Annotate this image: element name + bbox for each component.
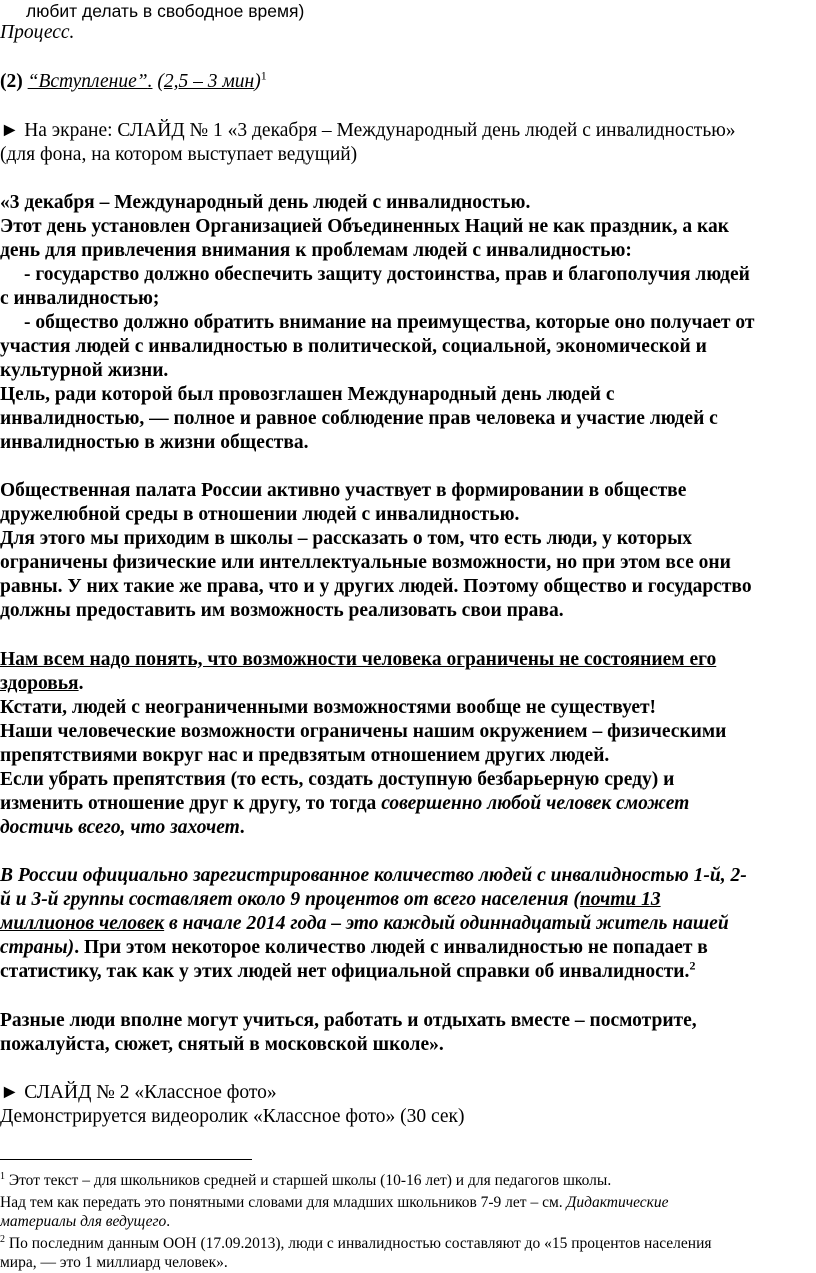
speech4-line3 [0, 913, 816, 935]
footnote-ref-2: 2 [689, 958, 696, 973]
speech3-final-line: достичь всего, что захочет. [0, 817, 245, 838]
speech3-plain-text: изменить отношение друг к другу, то тогда [0, 793, 382, 814]
speech5-line: Разные люди вполне могут учиться, работать и отдыхать вместе – посмотрите, [0, 1010, 697, 1031]
footnote-1-text: Этот текст – для школьников средней и старшей школы (10-16 лет) и для педагогов школы. [8, 1172, 612, 1189]
speech4-text-c: . При этом некоторое количество людей с инвалидностью не попадает в [74, 937, 708, 958]
speech3-line: Кстати, людей с неограниченными возможностями вообще не существует! [0, 697, 657, 718]
footnote-2-line1 [0, 1234, 816, 1253]
footnote-1-number: 1 [0, 1170, 5, 1182]
slide1-text-2: (для фона, на котором выступает ведущий) [0, 144, 358, 165]
speech1-line: - государство должно обеспечить защиту достоинства, прав и благополучия людей [24, 264, 750, 285]
footnote-2-text: По последним данным ООН (17.09.2013), люди с инвалидностью составляют до «15 процентов населения [8, 1235, 712, 1252]
speech1-line: Этот день установлен Организацией Объединенных Наций не как праздник, а как [0, 216, 729, 237]
footnote-separator [0, 1159, 252, 1160]
speech3-last-line [0, 793, 816, 815]
arrow-icon: ► [0, 1082, 20, 1103]
footnote-1-italic-2: материалы для ведущего [0, 1213, 167, 1230]
section-heading: (2) “Вступление”. (2,5 – 3 мин)$^1$ [0, 68, 267, 92]
speech1-line: Цель, ради которой был провозглашен Международный день людей с [0, 384, 615, 405]
speech3-underlined-line-2: здоровья. [0, 673, 84, 694]
slide1-text-1: На экране: СЛАЙД № 1 «3 декабря – Международный день людей с инвалидностью» [24, 120, 736, 141]
speech2-line: дружелюбной среды в отношении людей с инвалидностью. [0, 504, 520, 525]
speech1-line: «3 декабря – Международный день людей с инвалидностью. [0, 192, 531, 213]
speech1-line: культурной жизни. [0, 360, 169, 381]
slide2-title-line [0, 1082, 816, 1104]
speech4-line2 [0, 889, 816, 911]
speech1-line: участия людей с инвалидностью в политической, социальной, экономической и [0, 336, 707, 357]
footnote-ref-1: 1 [260, 68, 267, 83]
speech4-text-b: в начале 2014 года – это каждый одиннадцатый житель нашей [164, 913, 729, 934]
footnote-1-line1 [0, 1171, 816, 1190]
speech4-line5 [0, 958, 816, 983]
speech3-italic-text: совершенно любой человек сможет [381, 793, 690, 814]
speech1-line: - общество должно обратить внимание на преимущества, которые оно получает от [24, 312, 755, 333]
slide2-title: СЛАЙД № 2 «Классное фото» [24, 1082, 277, 1103]
speech3-underlined-text: здоровья [0, 673, 79, 694]
speech2-line: ограничены физические или интеллектуальные возможности, но при этом все они [0, 552, 731, 573]
speech3-line: Если убрать препятствия (то есть, создать доступную безбарьерную среду) и [0, 769, 675, 790]
arrow-icon: ► [0, 120, 20, 141]
speech4-underlined-b: миллионов человек [0, 913, 165, 934]
speech2-line: равны. У них такие же права, что и у других людей. Поэтому общество и государство [0, 576, 752, 597]
speech1-line: день для привлечения внимания к проблемам людей с инвалидностью: [0, 240, 632, 261]
top-fragment-text: любит делать в свободное время) [26, 1, 305, 21]
speech1-line: с инвалидностью; [0, 288, 160, 309]
footnote-1-line2 [0, 1193, 816, 1212]
speech4-italic-c: страны) [0, 937, 75, 958]
process-label-text: Процесс [0, 22, 70, 43]
footnote-2-line2: мира, — это 1 миллиард человек». [0, 1254, 228, 1271]
speech3-line: препятствиями вокруг нас и предвзятым отношением других людей. [0, 745, 610, 766]
speech1-line: инвалидностью, — полное и равное соблюдение прав человека и участие людей с [0, 408, 718, 429]
speech2-line: Общественная палата России активно участвует в формировании в обществе [0, 480, 687, 501]
section-duration: 2,5 – 3 мин [163, 71, 255, 92]
speech4-line1: В России официально зарегистрированное количество людей с инвалидностью 1-й, 2- [0, 865, 747, 886]
footnote-2-number: 2 [0, 1233, 5, 1245]
speech4-line4 [0, 937, 816, 959]
top-fragment [26, 0, 816, 22]
slide2-description: Демонстрируется видеоролик «Классное фото» (30 сек) [0, 1106, 465, 1127]
footnote-1-italic: Дидактические [566, 1194, 669, 1211]
speech4-text-d: статистику, так как у этих людей нет официальной справки об инвалидности. [0, 961, 690, 982]
footnote-1-line3: материалы для ведущего. [0, 1213, 171, 1230]
speech2-line: Для этого мы приходим в школы – рассказать о том, что есть люди, у которых [0, 528, 693, 549]
speech2-line: должны предоставить им возможность реализовать свои права. [0, 600, 564, 621]
speech3-underlined-line: Нам всем надо понять, что возможности человека ограничены не состоянием его [0, 649, 717, 670]
speech4-text-a: й и 3-й группы составляет около 9 процентов от всего населения ( [0, 889, 580, 910]
footnote-1-text-2: Над тем как передать это понятными словами для младших школьников 7-9 лет – см. [0, 1194, 567, 1211]
section-title: “Вступление” [27, 71, 148, 92]
speech1-line: инвалидностью в жизни общества. [0, 432, 309, 453]
speech4-underlined-a: почти 13 [579, 889, 661, 910]
speech3-line: Наши человеческие возможности ограничены нашим окружением – физическими [0, 721, 727, 742]
slide1-line1 [0, 120, 816, 142]
speech3-italic-text-2: достичь всего, что захочет [0, 817, 240, 838]
speech5-line: пожалуйста, сюжет, снятый в московской школе». [0, 1034, 444, 1055]
section-number: (2) [0, 71, 23, 92]
process-label: Процесс. [0, 22, 75, 43]
slide1-line2 [0, 144, 816, 166]
